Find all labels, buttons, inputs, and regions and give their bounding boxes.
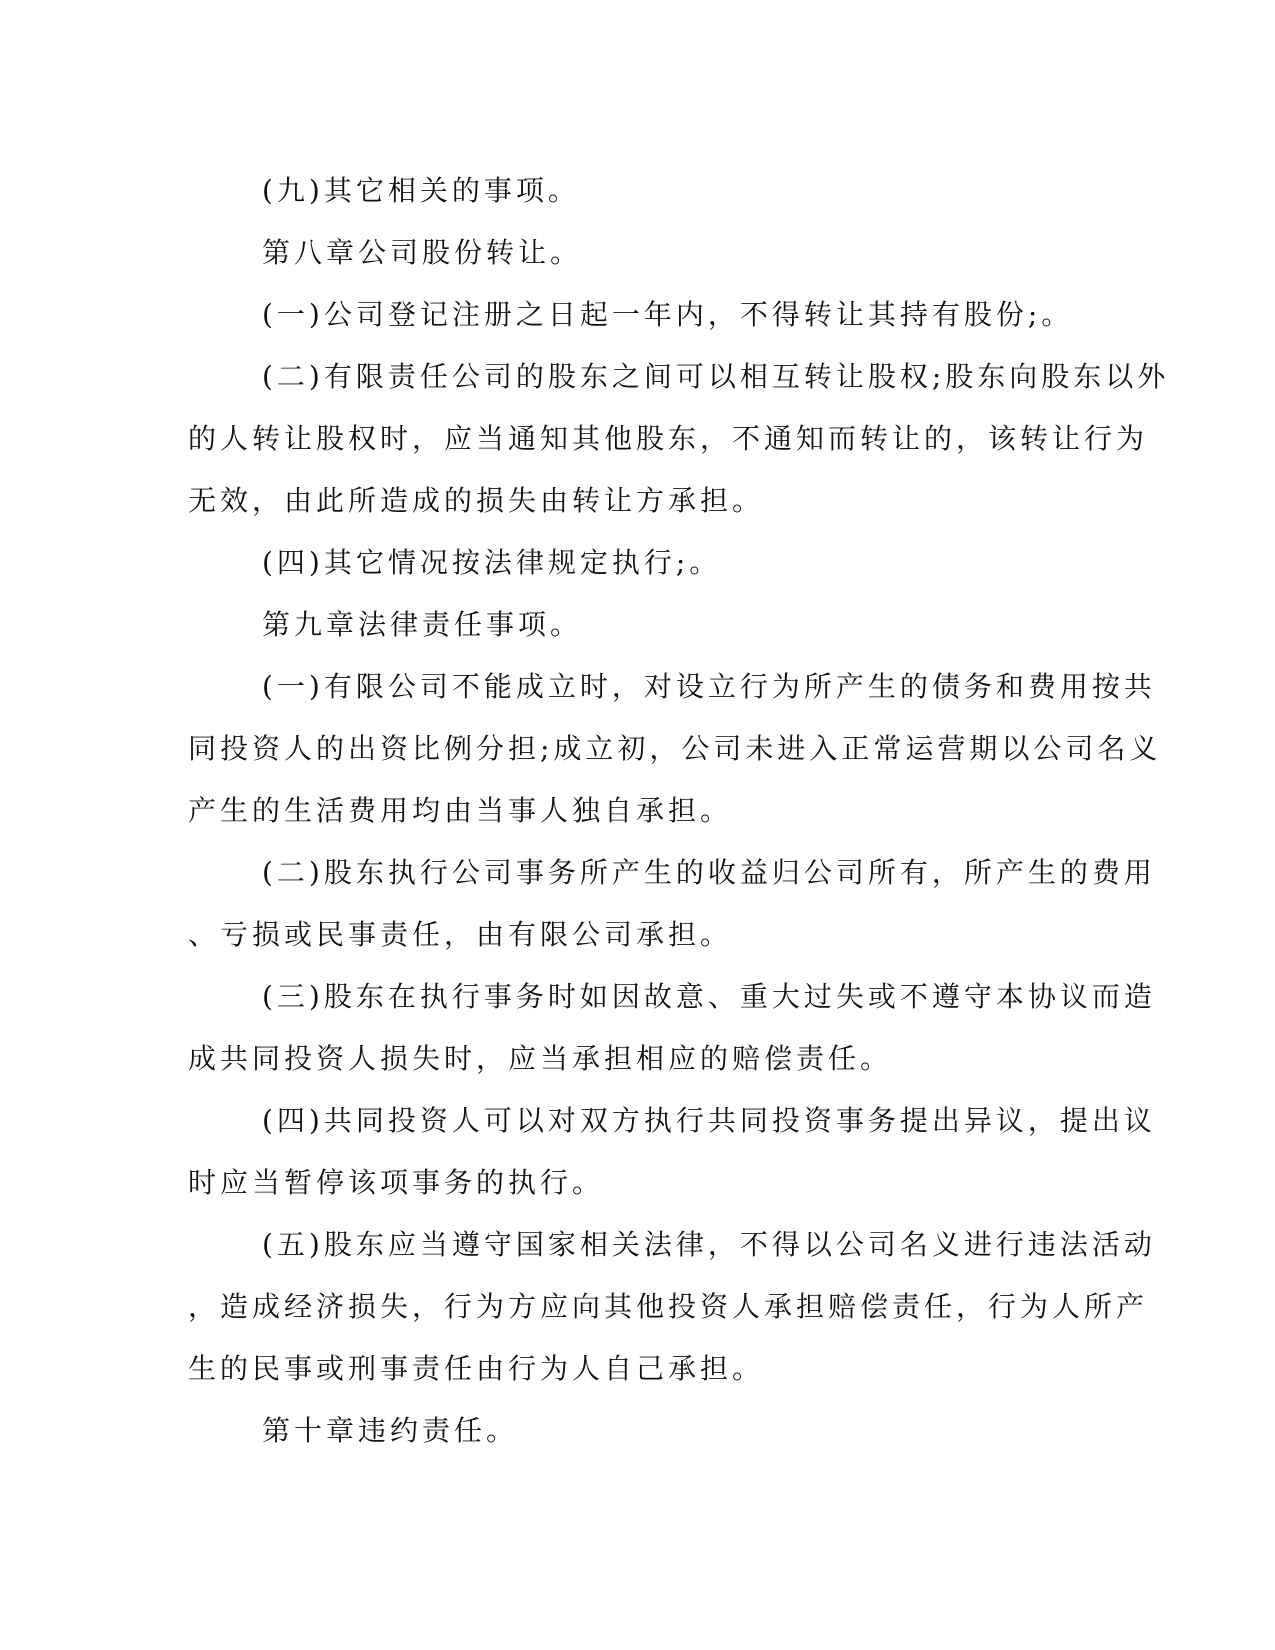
text-line: 产生的生活费用均由当事人独自承担。 (188, 794, 733, 827)
text-line: (一)有限公司不能成立时，对设立行为所产生的债务和费用按共 (262, 670, 1156, 703)
chapter-heading (188, 222, 1068, 284)
text-line: (四)共同投资人可以对双方执行共同投资事务提出异议，提出议 (262, 1104, 1156, 1137)
paragraph (188, 160, 1068, 222)
paragraph (188, 656, 1162, 842)
text-line: (九)其它相关的事项。 (262, 174, 580, 207)
paragraph (188, 346, 1170, 532)
text-line: 的人转让股权时，应当通知其他股东，不通知而转让的，该转让行为 (188, 422, 1149, 455)
paragraph (188, 284, 1074, 346)
text-line: 第九章法律责任事项。 (262, 608, 583, 641)
text-line: 时应当暂停该项事务的执行。 (188, 1166, 605, 1199)
chapter-heading (188, 1400, 1068, 1462)
paragraph (188, 966, 1156, 1090)
paragraph (188, 1090, 1156, 1214)
text-line: 第十章违约责任。 (262, 1414, 519, 1447)
text-line: (五)股东应当遵守国家相关法律，不得以公司名义进行违法活动 (262, 1228, 1156, 1261)
text-line: (二)有限责任公司的股东之间可以相互转让股权;股东向股东以外 (262, 360, 1170, 393)
text-line: 无效，由此所造成的损失由转让方承担。 (188, 484, 765, 517)
text-line: (一)公司登记注册之日起一年内，不得转让其持有股份;。 (262, 298, 1074, 331)
text-line: 第八章公司股份转让。 (262, 236, 583, 269)
text-line: 、亏损或民事责任，由有限公司承担。 (188, 918, 733, 951)
text-line: ，造成经济损失，行为方应向其他投资人承担赔偿责任，行为人所产 (188, 1290, 1149, 1323)
text-line: (四)其它情况按法律规定执行;。 (262, 546, 722, 579)
paragraph (188, 842, 1156, 966)
paragraph (188, 1214, 1156, 1400)
text-line: 同投资人的出资比例分担;成立初，公司未进入正常运营期以公司名义 (188, 732, 1162, 765)
text-line: (二)股东执行公司事务所产生的收益归公司所有，所产生的费用 (262, 856, 1156, 889)
document-body (188, 160, 1170, 1462)
chapter-heading (188, 594, 1068, 656)
text-line: 生的民事或刑事责任由行为人自己承担。 (188, 1352, 765, 1385)
text-line: (三)股东在执行事务时如因故意、重大过失或不遵守本协议而造 (262, 980, 1156, 1013)
text-line: 成共同投资人损失时，应当承担相应的赔偿责任。 (188, 1042, 893, 1075)
paragraph (188, 532, 1068, 594)
